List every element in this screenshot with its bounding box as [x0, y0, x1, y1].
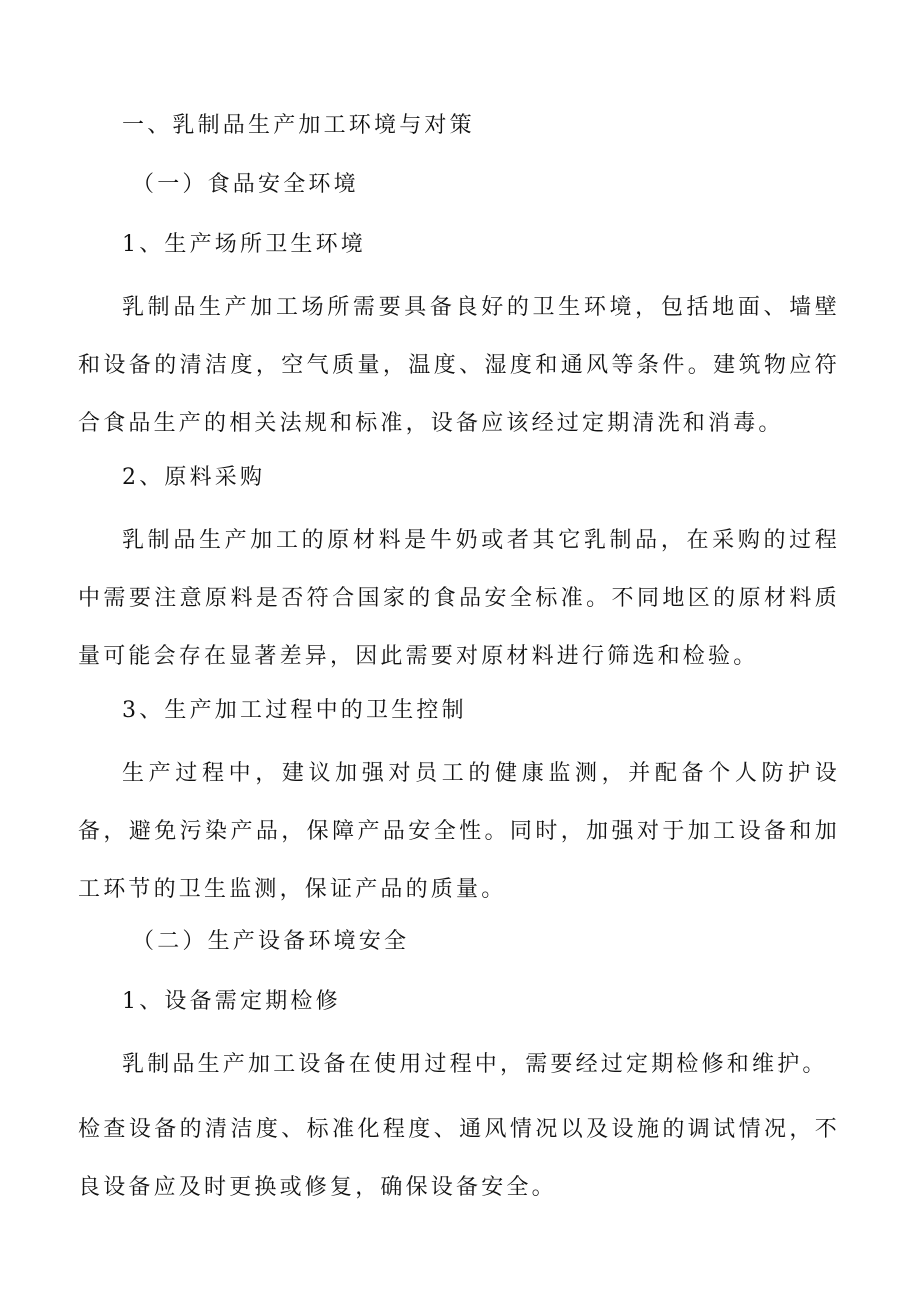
section-heading-equipment: （二）生产设备环境安全: [132, 929, 410, 954]
item-heading-maintenance: 1、设备需定期检修: [122, 989, 341, 1014]
paragraph-procurement: 乳制品生产加工的原材料是牛奶或者其它乳制品，在采购的过程中需要注意原料是否符合国家的食品安全标准。不同地区的原材料质量可能会存在显著差异，因此需要对原材料进行筛选和检验。: [78, 528, 840, 669]
paragraph-process-control: 生产过程中，建议加强对员工的健康监测，并配备个人防护设备，避免污染产品，保障产品安全性。同时，加强对于加工设备和加工环节的卫生监测，保证产品的质量。: [78, 761, 840, 902]
item-heading-hygiene: 1、生产场所卫生环境: [122, 232, 366, 257]
section-heading-food-safety: （一）食品安全环境: [132, 172, 359, 197]
paragraph-maintenance-line-2: 检查设备的清洁度、标准化程度、通风情况以及设施的调试情况，不良设备应及时更换或修复，确保设备安全。: [78, 1117, 840, 1200]
item-heading-process-control: 3、生产加工过程中的卫生控制: [122, 698, 467, 723]
paragraph-hygiene: 乳制品生产加工场所需要具备良好的卫生环境，包括地面、墙壁和设备的清洁度，空气质量，温度、湿度和通风等条件。建筑物应符合食品生产的相关法规和标准，设备应该经过定期清洗和消毒。: [78, 295, 840, 436]
chapter-heading: 一、乳制品生产加工环境与对策: [122, 113, 475, 138]
item-heading-procurement: 2、原料采购: [122, 465, 266, 490]
paragraph-maintenance-line-1: 乳制品生产加工设备在使用过程中，需要经过定期检修和维护。: [122, 1052, 828, 1077]
